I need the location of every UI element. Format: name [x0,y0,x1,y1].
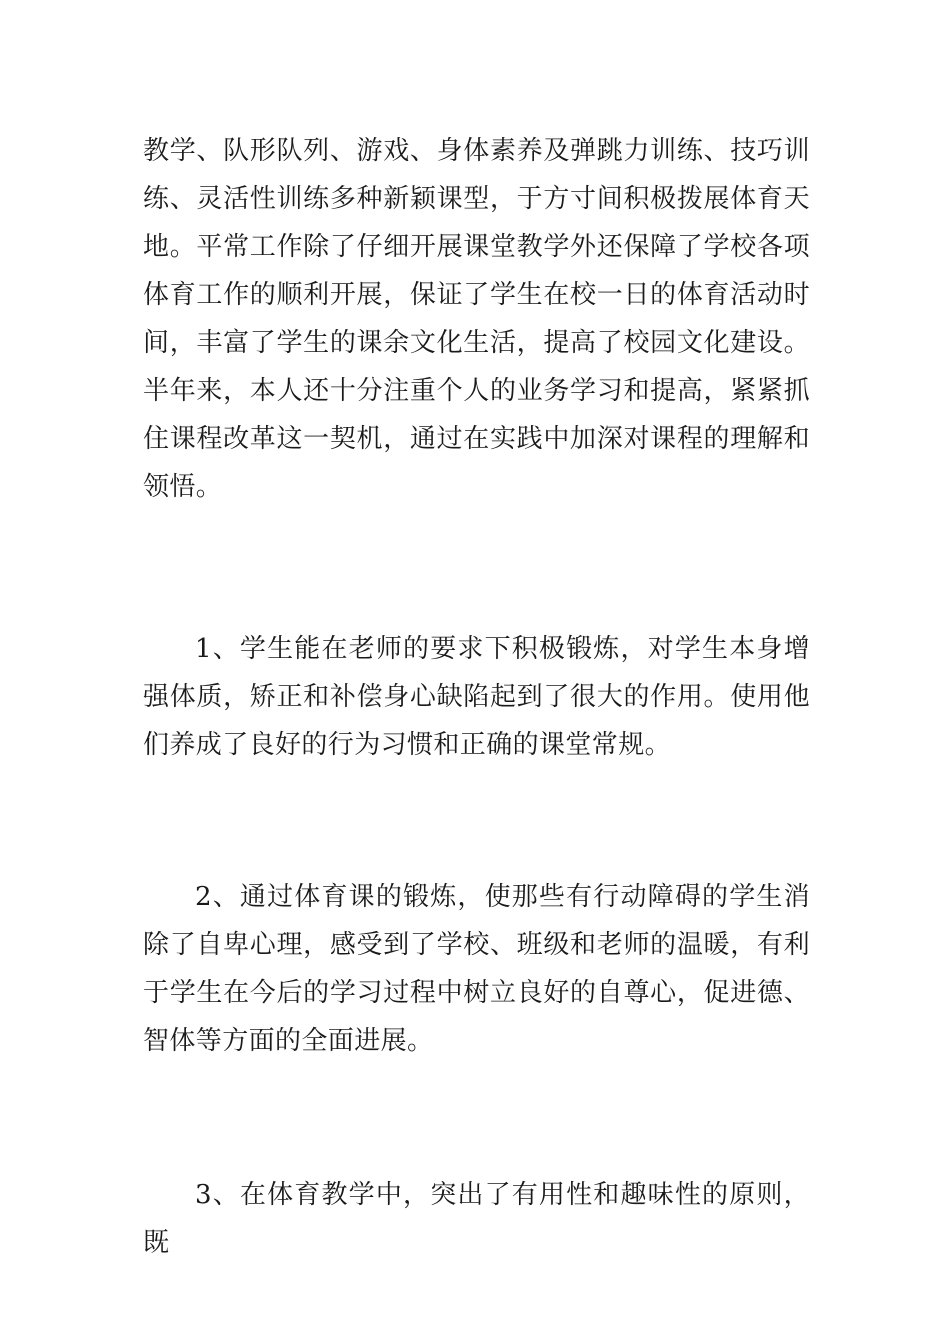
paragraph-point-2: 2、通过体育课的锻炼，使那些有行动障碍的学生消除了自卑心理，感受到了学校、班级和老师的温暖，有利于学生在今后的学习过程中树立良好的自尊心，促进德、智体等方面的全面进展。 [143,882,810,1056]
paragraph-intro: 教学、队形队列、游戏、身体素养及弹跳力训练、技巧训练、灵活性训练多种新颖课型，于方寸间积极拨展体育天地。平常工作除了仔细开展课堂教学外还保障了学校各项体育工作的顺利开展，保证了学生在校一日的体育活动时间，丰富了学生的课余文化生活，提高了校园文化建设。半年来，本人还十分注重个人的业务学习和提高，紧紧抓住课程改革这一契机，通过在实践中加深对课程的理解和领悟。 [143,136,810,502]
paragraph-point-1: 1、学生能在老师的要求下积极锻炼，对学生本身增强体质，矫正和补偿身心缺陷起到了很大的作用。使用他们养成了良好的行为习惯和正确的课堂常规。 [143,634,810,760]
paragraph-point-3: 3、在体育教学中，突出了有用性和趣味性的原则，既 [143,1180,810,1258]
